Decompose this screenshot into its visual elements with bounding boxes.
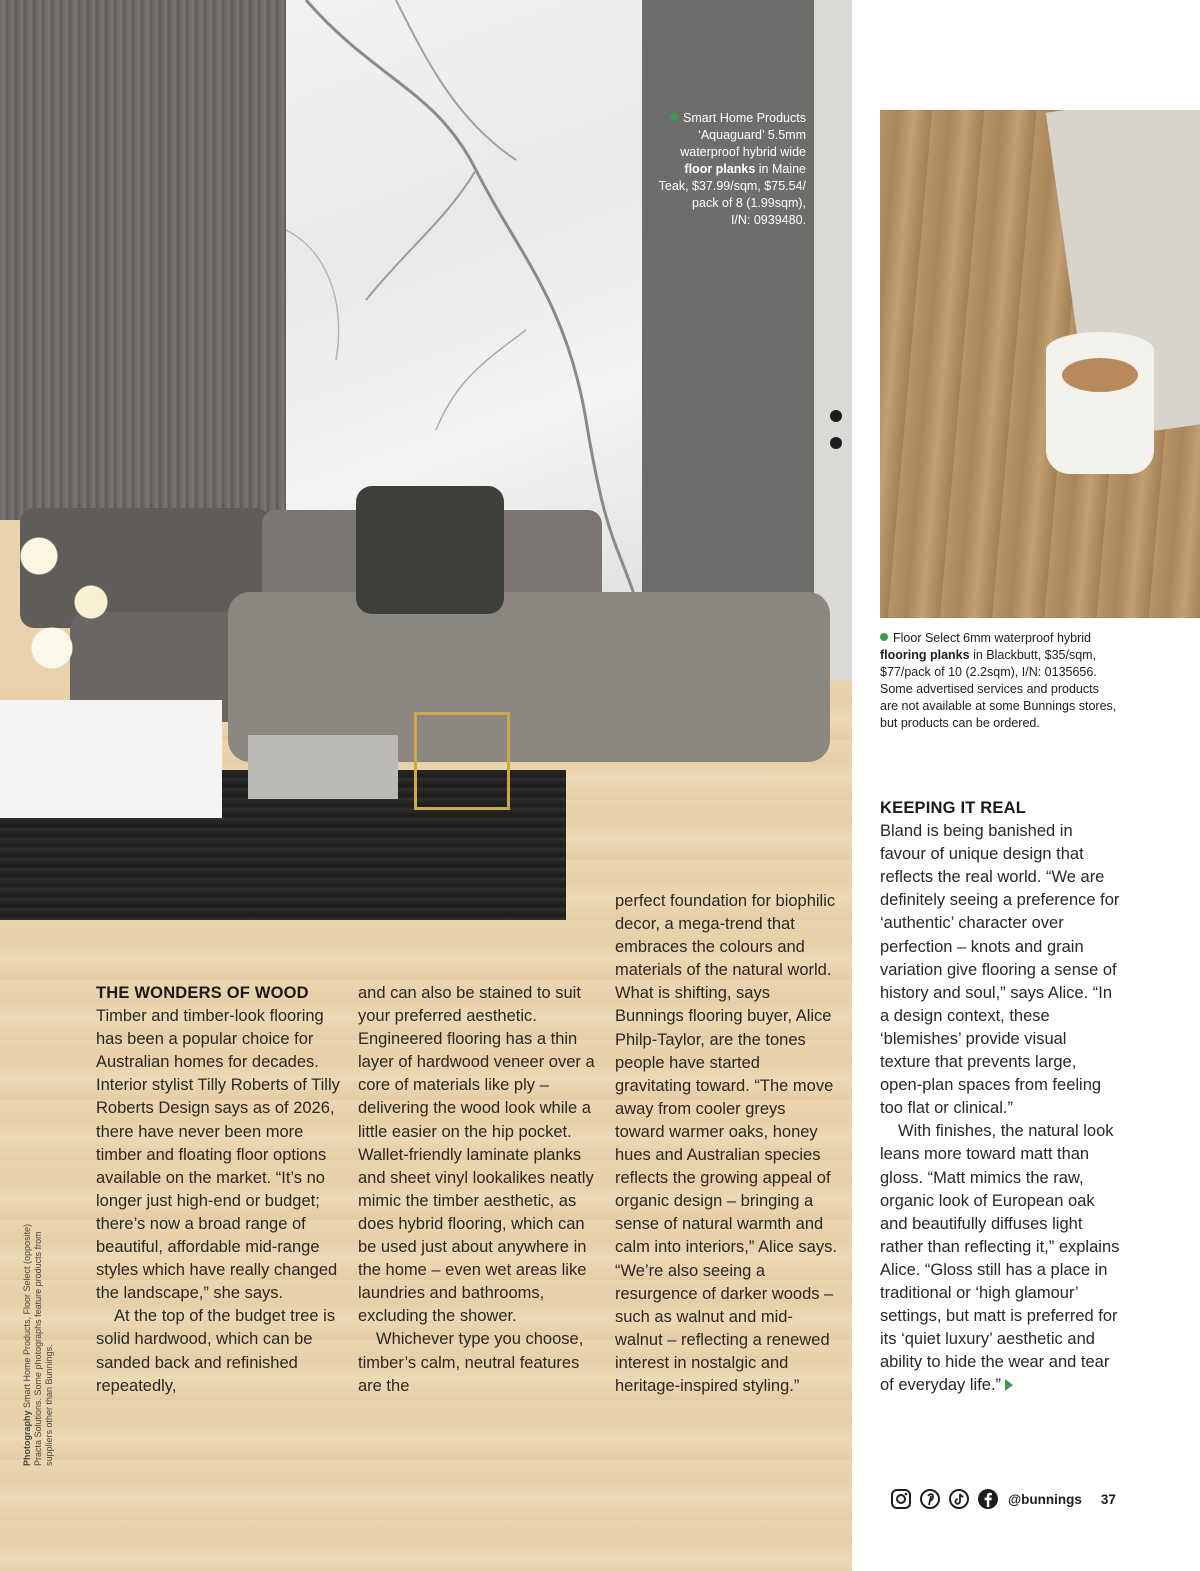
- caption-line: waterproof hybrid wide: [680, 145, 806, 159]
- paragraph: Bland is being banished in favour of unique design that reflects the real world. “We are definitely seeing a preference for ‘authentic’ character over perfection – knots and grain variation give flooring a sense of history and soul,” says Alice. “In a design context, these ‘blemishes’ provide visual texture that prevents large, open-plan spaces from feeling too flat or clinical.”: [880, 822, 1120, 1118]
- door: [814, 0, 852, 690]
- caption-text: Floor Select 6mm waterproof hybrid: [893, 631, 1091, 645]
- caption-line: Smart Home Products: [683, 111, 806, 125]
- continue-arrow-icon: [1005, 1379, 1013, 1391]
- flooring-closeup-photo: [880, 110, 1200, 618]
- social-handle[interactable]: @bunnings: [1008, 1491, 1082, 1507]
- photo-credit: [22, 1206, 55, 1466]
- flower-arrangement: [0, 510, 130, 740]
- article-column-3: [615, 890, 837, 1398]
- bullet-dot-icon: [880, 633, 888, 641]
- slatted-wall-panel: [0, 0, 286, 520]
- credit-text: Smart Home Products, Floor Select (opposite) Practa Solutions. Some photographs feature products from suppliers other than Bunnings.: [22, 1223, 54, 1466]
- article-column-2: [358, 982, 598, 1398]
- instagram-icon[interactable]: [890, 1488, 912, 1510]
- footer: [890, 1486, 1116, 1512]
- main-photo-caption: [620, 110, 806, 229]
- caption-line: Teak, $37.99/sqm, $75.54/: [658, 179, 806, 193]
- cushion: [356, 486, 504, 614]
- caption-line: ‘Aquaguard’ 5.5mm: [698, 128, 806, 142]
- coffee-cup: [1046, 332, 1154, 474]
- paragraph: perfect foundation for biophilic decor, a mega-trend that embraces the colours and materials of the natural world. What is shifting, says Bunnings flooring buyer, Alice Philp-Taylor, are the tones people have started gravitating toward. “The move away from cooler greys toward warmer oaks, honey hues and Australian species reflects the growing appeal of organic design – bringing a sense of natural warmth and calm into interiors,” Alice says. “We’re also seeing a resurgence of darker woods – such as walnut and mid-walnut – reflecting a renewed interest in nostalgic and heritage-inspired styling.”: [615, 892, 837, 1395]
- facebook-icon[interactable]: [977, 1488, 999, 1510]
- tray: [248, 735, 398, 799]
- gold-cube-ornament: [414, 712, 510, 810]
- caption-line: I/N: 0939480.: [730, 213, 806, 227]
- paragraph: Timber and timber-look flooring has been a popular choice for Australian homes for decades. Interior stylist Tilly Roberts of Tilly Roberts Design says as of 2026, there have never been more timber and floating floor options available on the market. “It’s no longer just high-end or budget; there’s now a broad range of beautiful, affordable mid-range styles which have really changed the landscape,” she says.: [96, 1007, 340, 1303]
- page-number: 37: [1100, 1491, 1116, 1507]
- credit-label: Photography: [22, 1410, 32, 1466]
- tiktok-icon[interactable]: [948, 1488, 970, 1510]
- caption-line: in Maine: [755, 162, 806, 176]
- caption-line: pack of 8 (1.99sqm),: [692, 196, 806, 210]
- caption-text: in Blackbutt, $35/sqm, $77/pack of 10 (2.2sqm), I/N: 0135656. Some advertised services and products are not available at some Bunnings stores, but products can be ordered.: [880, 648, 1117, 730]
- paragraph: At the top of the budget tree is solid hardwood, which can be sanded back and refinished repeatedly,: [96, 1307, 336, 1395]
- coffee: [1062, 358, 1138, 392]
- paragraph: and can also be stained to suit your preferred aesthetic. Engineered flooring has a thin layer of hardwood veneer over a core of materials like ply – delivering the wood look while a little easier on the hip pocket. Wallet-friendly laminate planks and sheet vinyl lookalikes neatly mimic the timber aesthetic, as does hybrid flooring, which can be used just about anywhere in the home – even wet areas like laundries and bathrooms, excluding the shower.: [358, 984, 595, 1326]
- section-heading: KEEPING IT REAL: [880, 799, 1027, 817]
- caption-bold: flooring planks: [880, 648, 970, 662]
- section-heading: THE WONDERS OF WOOD: [96, 984, 309, 1002]
- article-column-4: [880, 797, 1120, 1397]
- article-column-1: [96, 982, 342, 1398]
- grey-wall-panel: [642, 0, 814, 690]
- secondary-photo-caption: [880, 630, 1120, 732]
- door-handle: [830, 410, 842, 422]
- caption-bold: floor planks: [684, 162, 756, 176]
- paragraph: With finishes, the natural look leans more toward matt than gloss. “Matt mimics the raw, organic look of European oak and beautifully diffuses light rather than reflecting it,” explains Alice. “Gloss still has a place in traditional or ‘high glamour’ settings, but matt is preferred for its ‘quiet luxury’ aesthetic and ability to hide the wear and tear of everyday life.”: [880, 1122, 1120, 1395]
- paragraph: Whichever type you choose, timber’s calm, neutral features are the: [358, 1330, 584, 1395]
- bullet-dot-icon: [670, 113, 678, 121]
- door-lock: [830, 437, 842, 449]
- pinterest-icon[interactable]: [919, 1488, 941, 1510]
